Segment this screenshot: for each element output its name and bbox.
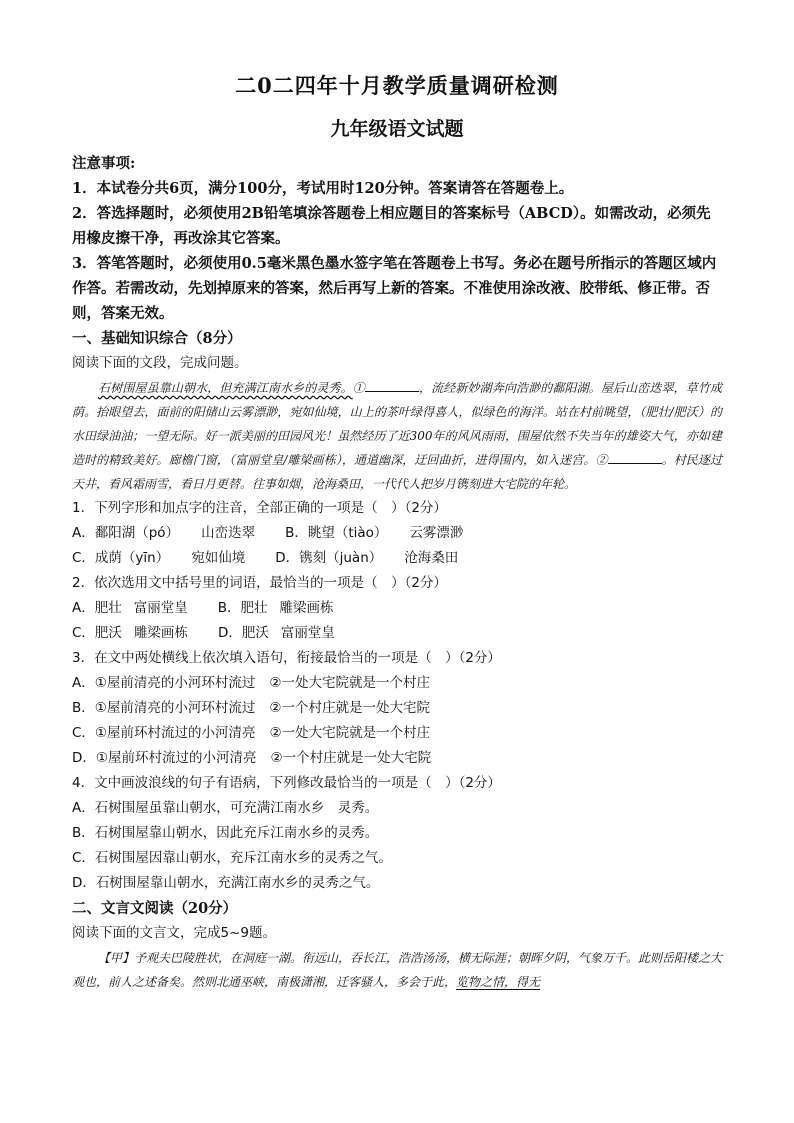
option-c-right: 雕梁画栋 [133, 625, 188, 641]
section2-heading: 二、文言文阅读（20分） [72, 900, 238, 917]
notice-heading: 注意事项: [72, 155, 136, 172]
question-2-options-row-2 [72, 621, 722, 646]
option-a-left: A．肥壮 [72, 600, 122, 616]
option-second-part: ②一处大宅院就是一个村庄 [269, 725, 431, 741]
question-3-option-d [72, 746, 722, 771]
option-c-left: C．成荫（yīn） [72, 550, 170, 566]
exam-title: 二0二四年十月教学质量调研检测 [235, 73, 559, 98]
section2-instruction: 阅读下面的文言文，完成5~9题。 [72, 925, 276, 941]
blank-1 [365, 377, 419, 392]
reading-passage-1 [72, 376, 722, 496]
passage-part-2: 。村民逐过天井，看风霜雨雪，看日月更替。往事如烟，沧海桑田，一代代人把岁月镌刻进大宅院的年轮。 [72, 453, 722, 491]
question-1-stem: 1．下列字形和加点字的注音，全部正确的一项是（ ）（2分） [72, 500, 447, 516]
question-4-option-c: C．石树围屋因靠山朝水，充斥江南水乡的灵秀之气。 [72, 850, 392, 866]
option-second-part: ②一个村庄就是一处大宅院 [270, 750, 432, 766]
option-b-right: 云雾漂渺 [409, 525, 464, 541]
option-c-left: C．肥沃 [72, 625, 122, 641]
section1-instruction: 阅读下面的文段，完成问题。 [72, 355, 248, 371]
reading-passage-2 [72, 946, 722, 994]
option-first-part: C．①屋前环村流过的小河清亮 [72, 725, 256, 741]
section1-heading: 一、基础知识综合（8分） [72, 330, 242, 347]
option-c-right: 宛如仙境 [191, 550, 246, 566]
passage2-underlined: 览物之情，得无 [456, 975, 541, 989]
question-4-option-a: A．石树围屋虽靠山朝水，可充满江南水乡 灵秀。 [72, 800, 379, 816]
notice-item-2: 2．答选择题时，必须使用2B铅笔填涂答题卷上相应题目的答案标号（ABCD）。如需改动，必须先用橡皮擦干净，再改涂其它答案。 [72, 205, 711, 247]
question-2-options-row-1 [72, 596, 722, 621]
question-1-options-row-2 [72, 546, 722, 571]
option-a-right: 山峦迭翠 [201, 525, 256, 541]
option-b-left: B．眺望（tiào） [285, 525, 388, 541]
question-1-options-row-1 [72, 521, 722, 546]
question-3-stem: 3．在文中两处横线上依次填入语句，衔接最恰当的一项是（ ）（2分） [72, 650, 501, 666]
question-4-stem: 4．文中画波浪线的句子有语病，下列修改最恰当的一项是（ ）（2分） [72, 775, 501, 791]
question-4-option-d: D．石树围屋靠山朝水，充满江南水乡的灵秀之气。 [72, 875, 380, 891]
option-d-right: 沧海桑田 [404, 550, 459, 566]
blank-1-number: ① [352, 381, 365, 395]
option-b-left: B．肥壮 [217, 600, 268, 616]
option-b-right: 雕梁画栋 [279, 600, 334, 616]
option-a-left: A．鄱阳湖（pó） [72, 525, 180, 541]
option-d-right: 富丽堂皇 [280, 625, 335, 641]
option-a-right: 富丽堂皇 [133, 600, 188, 616]
question-3-option-a [72, 671, 722, 696]
option-second-part: ②一个村庄就是一处大宅院 [269, 700, 430, 716]
option-first-part: D．①屋前环村流过的小河清亮 [72, 750, 257, 766]
question-4-option-b: B．石树围屋靠山朝水，因此充斥江南水乡的灵秀。 [72, 825, 379, 841]
option-d-left: D．镌刻（juàn） [275, 550, 383, 566]
blank-2-number: ② [595, 453, 608, 467]
blank-2 [608, 449, 662, 464]
wavy-sentence: 石树围屋虽靠山朝水，但充满江南水乡的灵秀。 [98, 381, 353, 395]
passage2-part-1: 【甲】予观夫巴陵胜状，在洞庭一湖。衔远山，吞长江，浩浩汤汤，横无际涯；朝晖夕阴，气象万千。此则岳阳楼之大观也，前人之述备矣。然则北通巫峡，南极潇湘，迁客骚人，多会于此， [72, 951, 723, 989]
option-first-part: A．①屋前清亮的小河环村流过 [72, 675, 256, 691]
question-3-option-c [72, 721, 722, 746]
question-3-option-b [72, 696, 722, 721]
notice-item-1: 1．本试卷分共6页，满分100分，考试用时120分钟。答案请答在答题卷上。 [72, 180, 574, 197]
passage-part-1: ，流经新妙湖奔向浩渺的鄱阳湖。屋后山峦迭翠，草竹成荫。抬眼望去，面前的阳储山云雾漂渺，宛如仙境，山上的茶叶绿得喜人，似绿色的海洋。站在村前眺望，（肥壮/肥沃）的水田绿油油；一望无际。好一派美丽的田园风光！虽然经历了近300年的风风雨雨，围屋依然不失当年的雄姿大气，亦如建造时的精致美好。廊檐门窗，（富丽堂皇/雕梁画栋），通道幽深，迂回曲折，进得围内，如入迷宫。 [72, 381, 722, 467]
exam-subtitle: 九年级语文试题 [330, 118, 464, 140]
option-first-part: B．①屋前清亮的小河环村流过 [72, 700, 256, 716]
option-second-part: ②一处大宅院就是一个村庄 [269, 675, 430, 691]
question-2-stem: 2．依次选用文中括号里的词语，最恰当的一项是（ ）（2分） [72, 575, 447, 591]
notice-item-3: 3．答笔答题时，必须使用0.5毫米黑色墨水签字笔在答题卷上书写。务必在题号所指示的答题区域内作答。若需改动，先划掉原来的答案，然后再写上新的答案。不准使用涂改液、胶带纸、修正带。否则，答案无效。 [72, 255, 717, 322]
option-d-left: D．肥沃 [217, 625, 269, 641]
exam-page [72, 70, 722, 994]
